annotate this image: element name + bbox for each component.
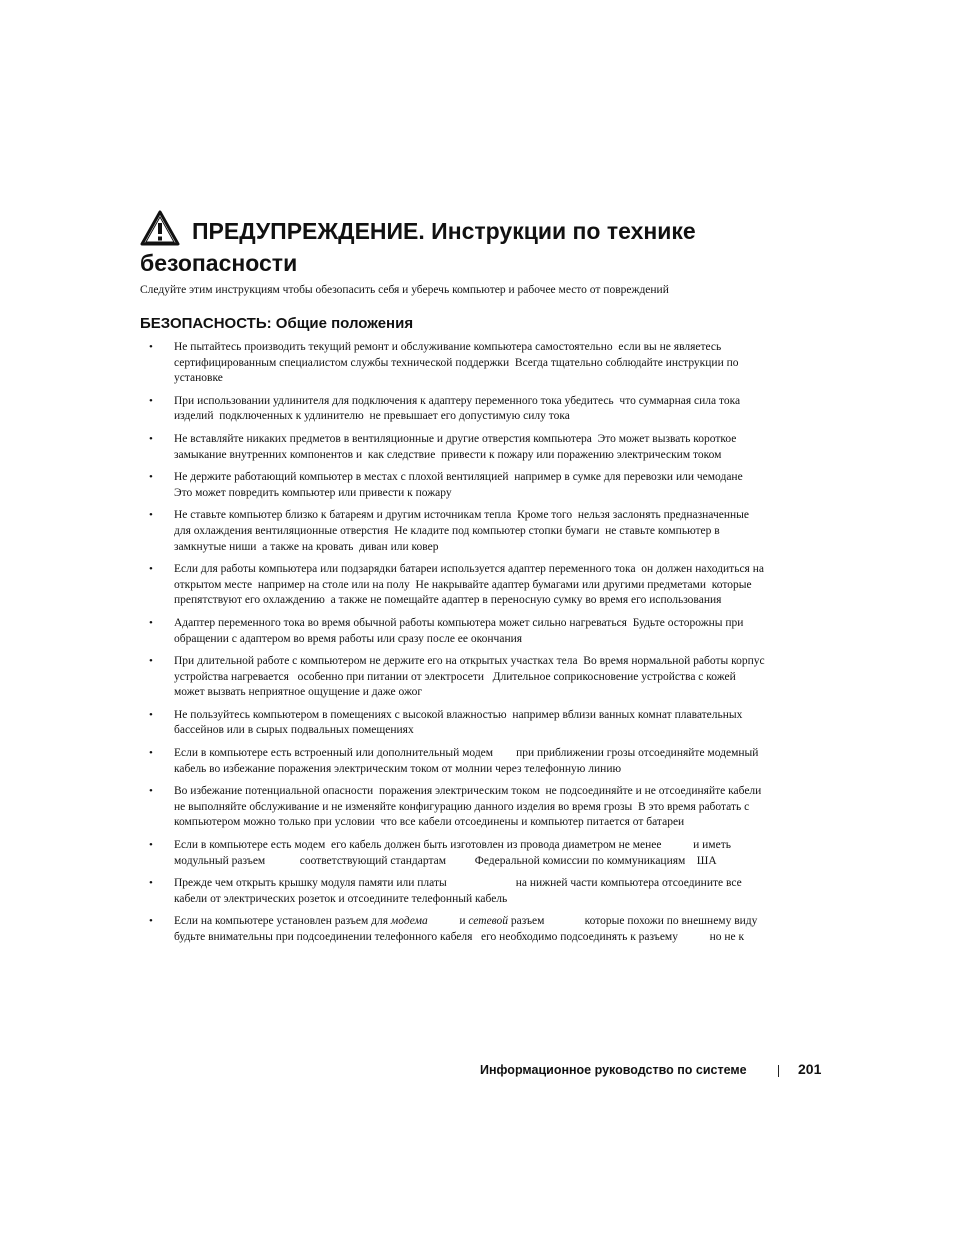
list-item-text: Если в компьютере есть встроенный или дополнительный модем при приближении грозы отсоединяйте модемный кабель во избежание поражения электрическим током от молнии через телефонную линию <box>174 747 762 775</box>
section-heading: БЕЗОПАСНОСТЬ: Общие положения <box>140 315 414 332</box>
list-item <box>140 914 765 945</box>
list-item <box>140 432 765 463</box>
list-item <box>140 876 765 907</box>
bullet-icon: • <box>149 785 153 798</box>
list-item-text: Адаптер переменного тока во время обычной работы компьютера может сильно нагреваться Будьте осторожны при обращении с адаптером во время работы или сразу после ее окончания <box>174 616 747 645</box>
list-item <box>140 708 765 739</box>
list-item-text: При использовании удлинителя для подключения к адаптеру переменного тока убедитесь что суммарная сила тока изделий подключенных к удлинителю не превышает его допустимую силу тока <box>174 394 744 423</box>
list-item-text-part: разъем которые похожи по внешнему виду будьте внимательны при подсоединении телефонного кабеля его необходимо подсоединять к разъему но не к <box>174 915 764 943</box>
page-title-line-1: ПРЕДУПРЕЖДЕНИЕ. Инструкции по технике <box>192 218 696 244</box>
list-item-text: Прежде чем открыть крышку модуля памяти или платы на нижней части компьютера отсоедините все кабели от электрических розеток и отсоедините телефонный кабель <box>174 877 745 905</box>
page-footer <box>480 1061 820 1081</box>
list-item-text: Не ставьте компьютер близко к батареям и другим источникам тепла Кроме того нельзя заслонять предназначенные для охлаждения вентиляционные отверстия Не кладите под компьютер стопки бумаги не ставьте компьютер в замкнутые ниши а также на кровать диван или ковер <box>174 509 752 553</box>
bullet-icon: • <box>149 747 153 760</box>
list-item <box>140 394 765 425</box>
list-item-italic-modem: модема <box>390 915 428 928</box>
bullet-icon: • <box>149 432 153 445</box>
list-item <box>140 616 765 647</box>
list-item <box>140 838 765 869</box>
list-item <box>140 784 768 831</box>
list-item-text: Не держите работающий компьютер в местах с плохой вентиляцией например в сумке для перевозки или чемодане Это может повредить компьютер или привести к пожару <box>174 471 749 499</box>
bullet-icon: • <box>149 341 153 353</box>
bullet-icon: • <box>149 471 153 484</box>
list-item-italic-network: сетевой <box>468 915 509 928</box>
list-item-text: Не пытайтесь производить текущий ремонт и обслуживание компьютера самостоятельно если вы не являетесь сертифицированным специалистом службы технической поддержки Всегда тщательно соблюдайте инструкции по установке <box>174 341 742 385</box>
list-item <box>140 562 765 609</box>
bullet-icon: • <box>149 509 153 522</box>
list-item <box>140 340 765 387</box>
intro-paragraph: Следуйте этим инструкциям чтобы обезопасить себя и уберечь компьютер и рабочее место от повреждений <box>140 284 669 296</box>
bullet-icon: • <box>149 839 153 852</box>
list-item-text-part: и <box>427 915 469 928</box>
bullet-icon: • <box>149 655 153 668</box>
list-item-text: Если для работы компьютера или подзарядки батареи используется адаптер переменного тока он должен находиться на открытом месте например на столе или на полу Не накрывайте адаптер бумагами или другими предметами которые препятствуют его охлаждению а также не помещайте адаптер в переносную сумку во время его использования <box>174 563 767 607</box>
bullet-icon: • <box>149 708 153 721</box>
warning-triangle-icon <box>140 210 180 246</box>
list-item-text: Не вставляйте никаких предметов в вентиляционные и другие отверстия компьютера Это может вызвать короткое замыкание внутренних компонентов и как следствие привести к пожару или поражению электрическим током <box>174 432 740 461</box>
bullet-icon: • <box>149 563 153 576</box>
list-item-text-part: Если на компьютере установлен разъем для <box>174 915 391 928</box>
list-item-text: При длительной работе с компьютером не держите его на открытых участках тела Во время нормальной работы корпус устройства нагревается особенно при питании от электросети Длительное соприкосновение устройства с кожей может вызвать неприятное ощущение и даже ожог <box>174 655 768 699</box>
bullet-icon: • <box>149 915 153 928</box>
list-item-text <box>174 915 763 943</box>
footer-divider <box>778 1065 779 1077</box>
list-item-text: Не пользуйтесь компьютером в помещениях с высокой влажностью например вблизи ванных комнат плавательных бассейнов или в сырых подвальных помещениях <box>174 708 746 737</box>
list-item <box>140 470 765 501</box>
bullet-icon: • <box>149 394 153 407</box>
page-number: 201 <box>798 1061 822 1077</box>
list-item <box>140 746 765 777</box>
list-item <box>140 508 765 555</box>
list-item-text: Во избежание потенциальной опасности поражения электрическим током не подсоединяйте и не отсоединяйте кабели не выполняйте обслуживание и не изменяйте конфигурацию данного изделия во время грозы В это время работать с компьютером можно только при условии что все кабели отсоединены и компьютер питается от батареи <box>174 785 768 829</box>
list-item <box>140 654 768 701</box>
bullet-icon: • <box>149 877 153 890</box>
footer-label: Информационное руководство по системе <box>480 1063 747 1077</box>
page-title-line-2: безопасности <box>140 250 298 276</box>
safety-bullet-list <box>140 340 768 953</box>
bullet-icon: • <box>149 616 153 629</box>
list-item-text: Если в компьютере есть модем его кабель должен быть изготовлен из провода диаметром не менее и иметь модульный разъем соответствующий стандартам Федеральной комиссии по коммуникациям ША <box>174 839 734 867</box>
